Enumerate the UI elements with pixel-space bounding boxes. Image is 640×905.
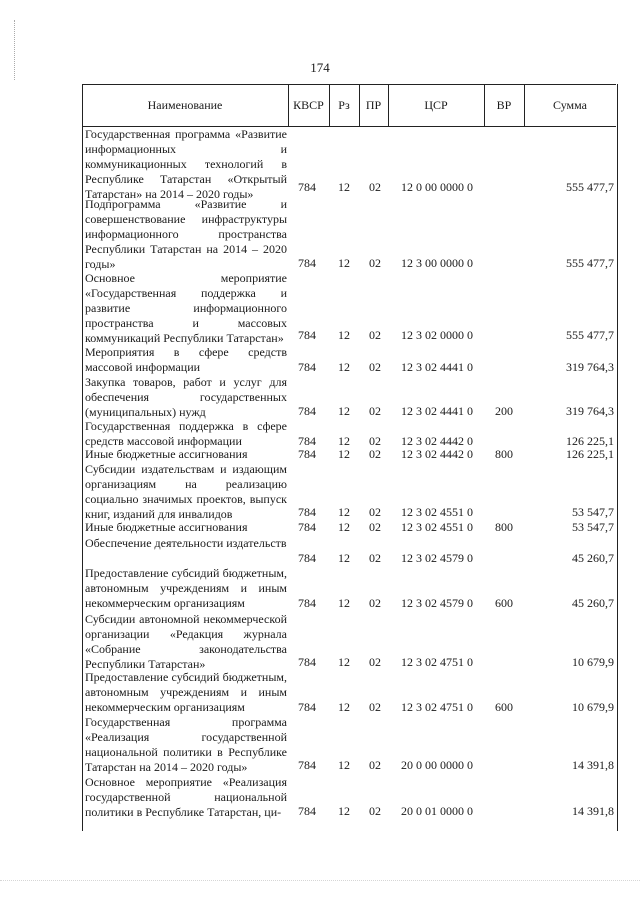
- header-name: Наименование: [147, 98, 223, 112]
- row-sum: 555 477,7: [566, 328, 614, 342]
- row-name: Государственная программа «Реализация государственной национальной политики в Республике Татарстан на 2014 – 2020 годы»: [85, 715, 287, 774]
- row-kvsr: 784: [298, 520, 316, 534]
- row-kvsr: 784: [298, 360, 316, 374]
- row-pr: 02: [369, 447, 381, 461]
- row-pr: 02: [369, 360, 381, 374]
- row-rz: 12: [338, 551, 350, 565]
- row-pr: 02: [369, 505, 381, 519]
- row-rz: 12: [338, 505, 350, 519]
- row-pr: 02: [369, 520, 381, 534]
- table-row: [82, 715, 616, 773]
- row-vr: 600: [495, 700, 513, 714]
- table-row: [82, 345, 616, 375]
- header-sum: Сумма: [553, 98, 587, 112]
- row-vr: 800: [495, 520, 513, 534]
- header-csr: ЦСР: [424, 98, 448, 112]
- table-row: [82, 520, 616, 535]
- row-sum: 555 477,7: [566, 180, 614, 194]
- row-kvsr: 784: [298, 758, 316, 772]
- row-kvsr: 784: [298, 804, 316, 818]
- table-row: [82, 127, 616, 201]
- header-vr: ВР: [496, 98, 512, 112]
- row-name: Закупка товаров, работ и услуг для обеспечения государственных (муниципальных) нужд: [85, 375, 287, 419]
- row-kvsr: 784: [298, 700, 316, 714]
- row-rz: 12: [338, 180, 350, 194]
- row-pr: 02: [369, 180, 381, 194]
- header-divider: [359, 84, 360, 127]
- table-row: [82, 447, 616, 462]
- row-sum: 126 225,1: [566, 434, 614, 448]
- page-number: 174: [310, 60, 330, 75]
- header-divider: [524, 84, 525, 127]
- scan-edge-marks: [0, 880, 640, 887]
- row-pr: 02: [369, 256, 381, 270]
- table-row: [82, 375, 616, 419]
- row-csr: 20 0 00 0000 0: [401, 758, 473, 772]
- row-kvsr: 784: [298, 505, 316, 519]
- row-csr: 12 3 02 4751 0: [401, 700, 473, 714]
- row-sum: 10 679,9: [572, 655, 614, 669]
- row-kvsr: 784: [298, 447, 316, 461]
- row-name: Государственная поддержка в сфере средств массовой информации: [85, 419, 287, 448]
- row-rz: 12: [338, 404, 350, 418]
- row-sum: 14 391,8: [572, 804, 614, 818]
- row-vr: 600: [495, 596, 513, 610]
- row-csr: 12 3 02 4442 0: [401, 447, 473, 461]
- row-kvsr: 784: [298, 404, 316, 418]
- row-csr: 12 3 02 4551 0: [401, 520, 473, 534]
- table-row: [82, 536, 616, 566]
- row-name: Государственная программа «Развитие информационных и коммуникационных технологий в Республике Татарстан «Открытый Татарстан» на 2014 – 2020 годы»: [85, 127, 287, 201]
- row-name: Мероприятия в сфере средств массовой информации: [85, 345, 287, 374]
- row-csr: 12 3 02 4441 0: [401, 404, 473, 418]
- table-row: [82, 566, 616, 611]
- row-csr: 12 3 02 4442 0: [401, 434, 473, 448]
- row-csr: 20 0 01 0000 0: [401, 804, 473, 818]
- row-rz: 12: [338, 700, 350, 714]
- row-name: Субсидии автономной некоммерческой организации «Редакция журнала «Собрание законодательства Республики Татарстан»: [85, 612, 287, 671]
- row-vr: 800: [495, 447, 513, 461]
- row-rz: 12: [338, 804, 350, 818]
- table-row: [82, 271, 616, 343]
- row-rz: 12: [338, 520, 350, 534]
- row-pr: 02: [369, 655, 381, 669]
- row-kvsr: 784: [298, 551, 316, 565]
- row-kvsr: 784: [298, 596, 316, 610]
- row-vr: 200: [495, 404, 513, 418]
- row-sum: 10 679,9: [572, 700, 614, 714]
- header-divider: [388, 84, 389, 127]
- row-rz: 12: [338, 328, 350, 342]
- table-row: [82, 419, 616, 449]
- row-name: Предоставление субсидий бюджетным, автономным учреждениям и иным некоммерческим организациям: [85, 566, 287, 610]
- row-pr: 02: [369, 551, 381, 565]
- row-rz: 12: [338, 256, 350, 270]
- row-kvsr: 784: [298, 256, 316, 270]
- row-pr: 02: [369, 758, 381, 772]
- row-sum: 45 260,7: [572, 551, 614, 565]
- row-name: Основное мероприятие «Реализация государственной национальной политики в Республике Татарстан, ци-: [85, 775, 287, 819]
- row-sum: 319 764,3: [566, 360, 614, 374]
- row-pr: 02: [369, 404, 381, 418]
- header-pr: ПР: [365, 98, 382, 112]
- row-name: Субсидии издательствам и издающим организациям на реализацию социально значимых проектов, выпуск книг, изданий для инвалидов: [85, 462, 287, 521]
- row-csr: 12 3 02 4579 0: [401, 596, 473, 610]
- header-divider: [329, 84, 330, 127]
- row-name: Подпрограмма «Развитие и совершенствование инфраструктуры информационного пространства Республики Татарстан на 2014 – 2020 годы»: [85, 197, 287, 271]
- row-pr: 02: [369, 596, 381, 610]
- row-csr: 12 3 02 4751 0: [401, 655, 473, 669]
- table-row: [82, 775, 616, 819]
- row-pr: 02: [369, 328, 381, 342]
- row-name: Основное мероприятие «Государственная поддержка и развитие информационного пространства и массовых коммуникаций Республики Татарстан»: [85, 271, 287, 345]
- row-name: Иные бюджетные ассигнования: [85, 447, 248, 461]
- row-rz: 12: [338, 596, 350, 610]
- row-rz: 12: [338, 434, 350, 448]
- table-row: [82, 670, 616, 715]
- row-rz: 12: [338, 655, 350, 669]
- header-divider: [484, 84, 485, 127]
- row-csr: 12 0 00 0000 0: [401, 180, 473, 194]
- header-divider: [288, 84, 289, 127]
- row-sum: 126 225,1: [566, 447, 614, 461]
- row-sum: 45 260,7: [572, 596, 614, 610]
- row-csr: 12 3 02 4579 0: [401, 551, 473, 565]
- table-header: [82, 84, 616, 127]
- row-sum: 319 764,3: [566, 404, 614, 418]
- table-row: [82, 197, 616, 271]
- header-kvsr: КВСР: [293, 98, 324, 112]
- table-row: [82, 462, 616, 520]
- row-sum: 555 477,7: [566, 256, 614, 270]
- row-kvsr: 784: [298, 180, 316, 194]
- row-csr: 12 3 02 0000 0: [401, 328, 473, 342]
- row-rz: 12: [338, 758, 350, 772]
- row-rz: 12: [338, 447, 350, 461]
- row-csr: 12 3 02 4551 0: [401, 505, 473, 519]
- table-row: [82, 612, 616, 670]
- row-pr: 02: [369, 434, 381, 448]
- row-kvsr: 784: [298, 434, 316, 448]
- row-csr: 12 3 02 4441 0: [401, 360, 473, 374]
- row-sum: 53 547,7: [572, 520, 614, 534]
- row-sum: 53 547,7: [572, 505, 614, 519]
- row-rz: 12: [338, 360, 350, 374]
- row-name: Иные бюджетные ассигнования: [85, 520, 248, 534]
- row-sum: 14 391,8: [572, 758, 614, 772]
- row-kvsr: 784: [298, 655, 316, 669]
- row-csr: 12 3 00 0000 0: [401, 256, 473, 270]
- row-pr: 02: [369, 700, 381, 714]
- row-kvsr: 784: [298, 328, 316, 342]
- header-rz: Рз: [338, 98, 350, 112]
- row-name: Обеспечение деятельности издательств: [85, 536, 287, 550]
- row-name: Предоставление субсидий бюджетным, автономным учреждениям и иным некоммерческим организациям: [85, 670, 287, 714]
- row-pr: 02: [369, 804, 381, 818]
